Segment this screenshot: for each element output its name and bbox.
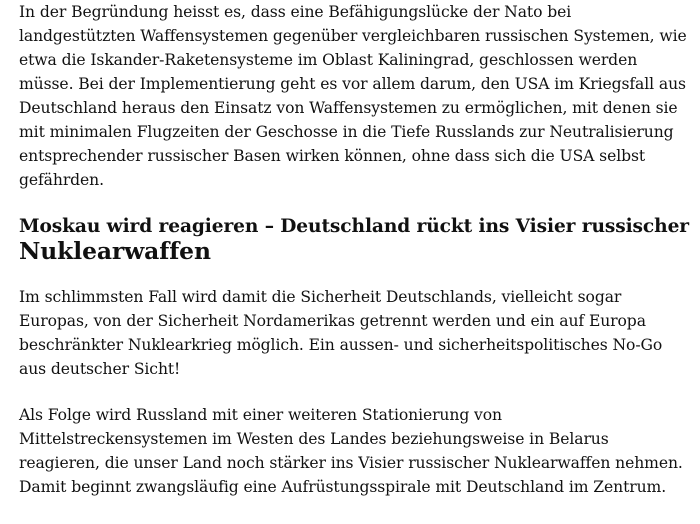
subheading-line: Nuklearwaffen — [19, 237, 211, 265]
article-body — [19, 0, 695, 499]
text-line: Deutschland heraus den Einsatz von Waffensystemen zu ermöglichen, mit denen sie — [19, 99, 678, 117]
text-line: mit minimalen Flugzeiten der Geschosse in die Tiefe Russlands zur Neutralisierung — [19, 123, 674, 141]
paragraph-1 — [19, 0, 695, 192]
paragraph-3 — [19, 381, 695, 499]
text-line: reagieren, die unser Land noch stärker ins Visier russischer Nuklearwaffen nehmen. — [19, 454, 683, 472]
text-line: Mittelstreckensystemen im Westen des Landes beziehungsweise in Belarus — [19, 430, 609, 448]
text-line: entsprechender russischer Basen wirken können, ohne dass sich die USA selbst — [19, 147, 646, 165]
text-line: müsse. Bei der Implementierung geht es vor allem darum, den USA im Kriegsfall aus — [19, 75, 686, 93]
text-line: Damit beginnt zwangsläufig eine Aufrüstungsspirale mit Deutschland im Zentrum. — [19, 478, 667, 496]
paragraph-2 — [19, 263, 695, 381]
subheading-line: Moskau wird reagieren – Deutschland rückt ins Visier russischer — [19, 216, 689, 237]
text-line: Als Folge wird Russland mit einer weiteren Stationierung von — [19, 406, 503, 424]
subheading — [19, 192, 695, 263]
text-line: gefährden. — [19, 171, 104, 189]
text-line: etwa die Iskander-Raketensysteme im Oblast Kaliningrad, geschlossen werden — [19, 51, 638, 69]
text-line: aus deutscher Sicht! — [19, 360, 181, 378]
text-line: landgestützten Waffensystemen gegenüber vergleichbaren russischen Systemen, wie — [19, 27, 687, 45]
text-line: Europas, von der Sicherheit Nordamerikas getrennt werden und ein auf Europa — [19, 312, 646, 330]
text-line: In der Begründung heisst es, dass eine Befähigungslücke der Nato bei — [19, 3, 572, 21]
text-line: Im schlimmsten Fall wird damit die Sicherheit Deutschlands, vielleicht sogar — [19, 288, 622, 306]
text-line: beschränkter Nuklearkrieg möglich. Ein aussen- und sicherheitspolitisches No-Go — [19, 336, 663, 354]
